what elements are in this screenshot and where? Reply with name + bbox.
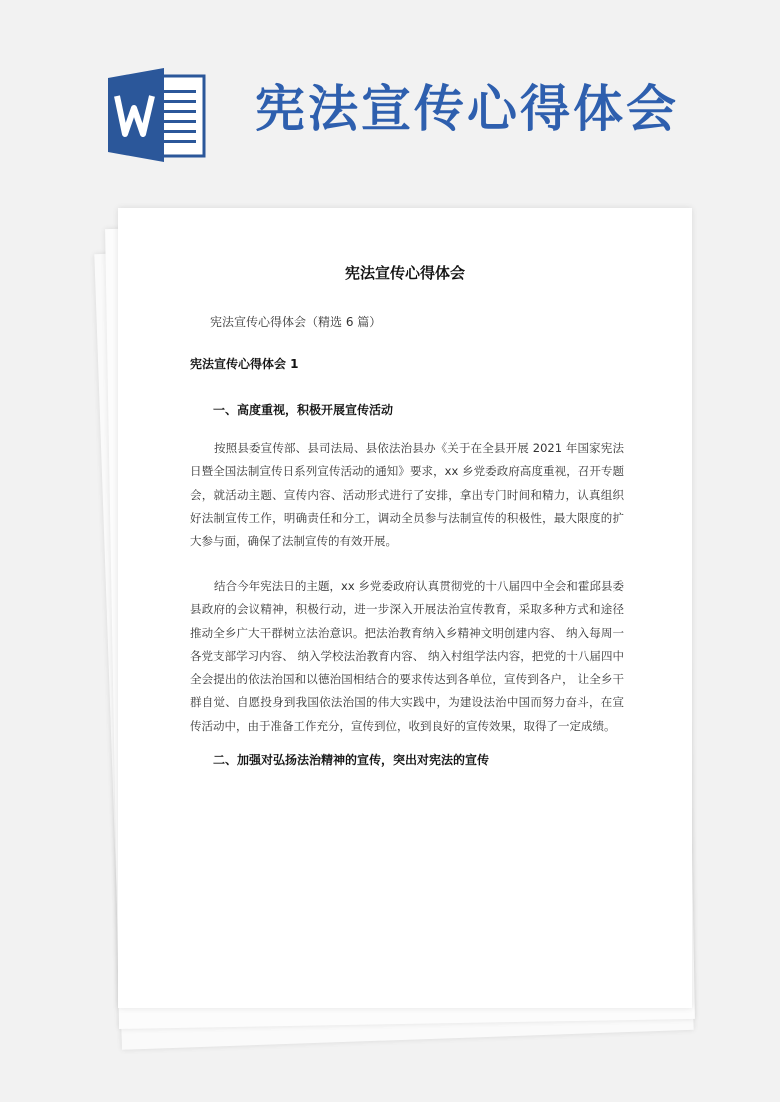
document-content — [118, 208, 692, 1008]
banner-title: 宪法宣传心得体会 — [255, 79, 679, 138]
section-heading-1: 一、高度重视，积极开展宣传活动 — [213, 403, 394, 417]
paragraph-2: 结合今年宪法日的主题，xx 乡党委政府认真贯彻党的十八届四中全会和霍邱县委县政府的会议精神，积极行动，进一步深入开展法治宣传教育，采取多种方式和途径推动全乡广大干群树立法治意识。把法治教育纳入乡精神文明创建内容、 纳入每周一各党支部学习内容、 纳入学校法治教育内容、 纳入村组学法内容，把党的十八届四中全会提出的依法治国和以德治国相结合的要求传达到各单位，宣传到各户， 让全乡干群自觉、自愿投身到我国依法治国的伟大实践中，为建设法治中国而努力奋斗，在宣传活动中，由于准备工作充分，宣传到位，收到良好的宣传效果，取得了一定成绩。 — [190, 579, 624, 733]
article-heading: 宪法宣传心得体会 1 — [190, 357, 299, 371]
banner — [0, 0, 780, 200]
document-subtitle: 宪法宣传心得体会（精选 6 篇） — [210, 315, 382, 329]
paragraph-1: 按照县委宣传部、县司法局、县依法治县办《关于在全县开展 2021 年国家宪法日暨全国法制宣传日系列宣传活动的通知》要求，xx 乡党委政府高度重视，召开专题会，就活动主题、宣传内容、活动形式进行了安排，拿出专门时间和精力，认真组织好法制宣传工作，明确责任和分工，调动全员参与法制宣传的积极性，最大限度的扩大参与面，确保了法制宣传的有效开展。 — [190, 441, 624, 549]
document-title: 宪法宣传心得体会 — [344, 264, 465, 282]
word-icon — [108, 68, 208, 162]
document-page — [118, 208, 692, 1008]
section-heading-2: 二、加强对弘扬法治精神的宣传，突出对宪法的宣传 — [213, 753, 490, 767]
